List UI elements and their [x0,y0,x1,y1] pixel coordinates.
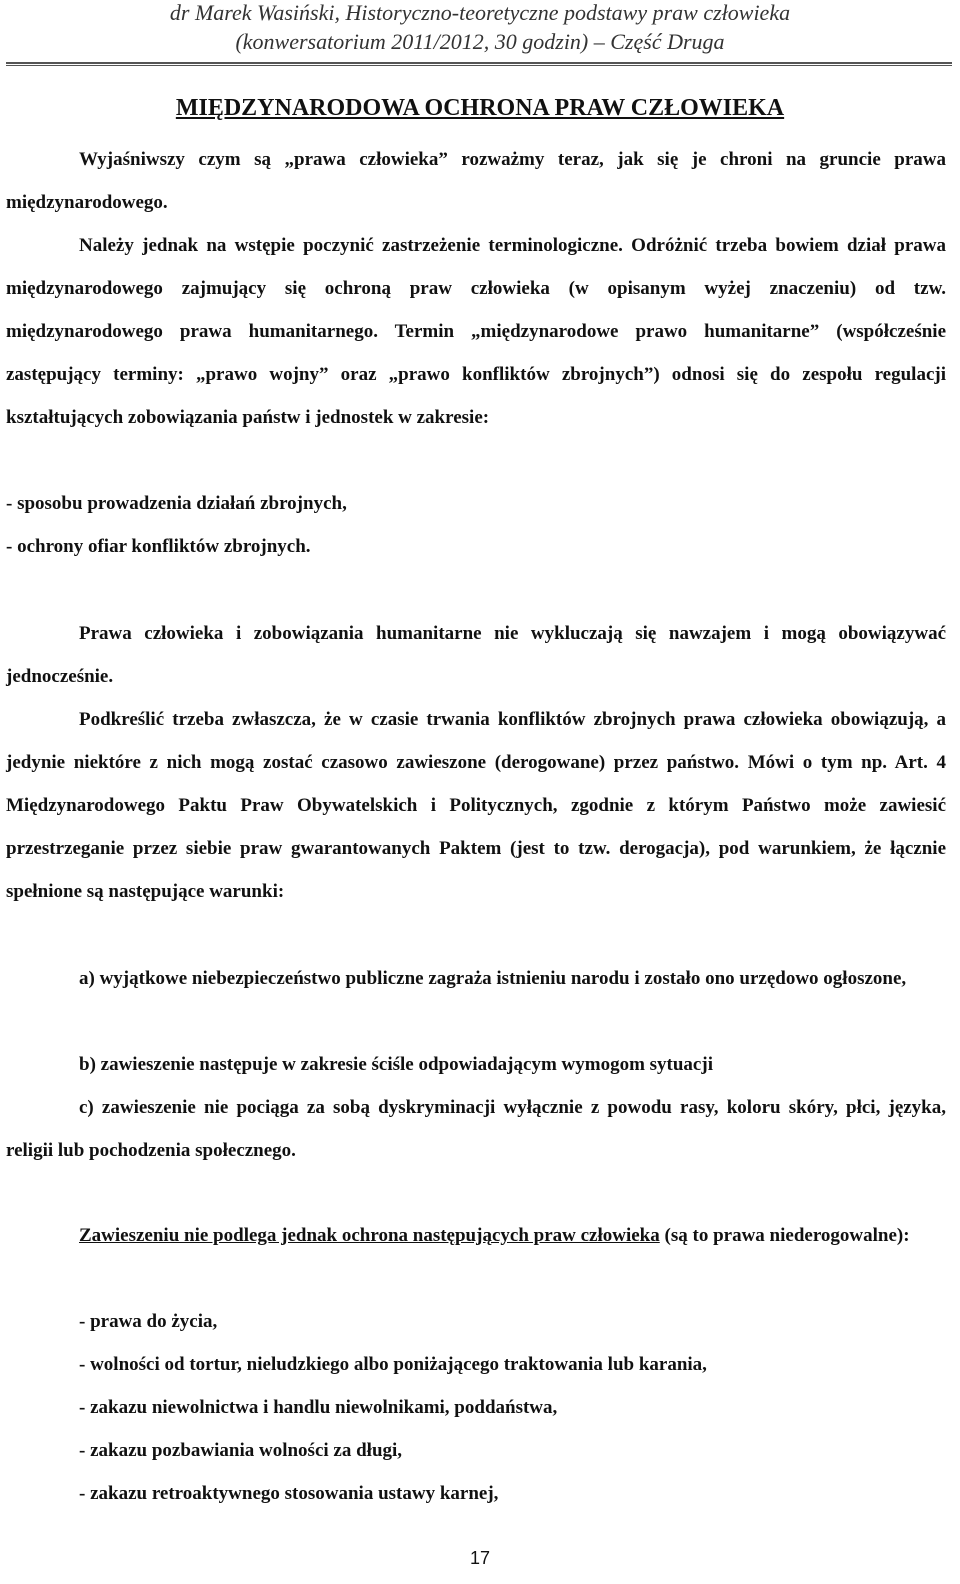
condition-a: a) wyjątkowe niebezpieczeństwo publiczne zagraża istnieniu narodu i zostało ono urzędowo ogłoszone, [79,968,907,989]
list-item: - ochrony ofiar konfliktów zbrojnych. [6,536,311,557]
list-item: - wolności od tortur, nieludzkiego albo poniżającego traktowania lub karania, [79,1354,707,1375]
list-item: - prawa do życia, [79,1311,218,1332]
underlined-phrase: Zawieszeniu nie podlega jednak ochrona następujących praw człowieka [79,1225,660,1246]
condition-c: c) zawieszenie nie pociąga za sobą dyskryminacji wyłącznie z powodu rasy, koloru skóry, płci, języka, religii lub pochodzenia społecznego. [6,1097,946,1161]
paragraph-derogation: Podkreślić trzeba zwłaszcza, że w czasie trwania konfliktów zbrojnych prawa człowieka obowiązują, a jedynie niektóre z nich mogą zostać czasowo zawieszone (derogowane) przez państwo. Mówi o tym np. Art. 4 Międzynarodowego Paktu Praw Obywatelskich i Politycznych, zgodnie z którym Państwo może zawiesić przestrzeganie przez siebie praw gwarantowanych Paktem (jest to tzw. derogacja), pod warunkiem, że łącznie spełnione są następujące warunki: [6,709,946,902]
paragraph-non-derogable [6,1214,946,1257]
condition-b: b) zawieszenie następuje w zakresie ściśle odpowiadającym wymogom sytuacji [79,1054,713,1075]
paragraph-intro: Wyjaśniwszy czym są „prawa człowieka” rozważmy teraz, jak się je chroni na gruncie prawa międzynarodowego. [6,149,946,213]
list-item: - zakazu niewolnictwa i handlu niewolnikami, poddaństwa, [79,1397,558,1418]
paragraph-compatibility: Prawa człowieka i zobowiązania humanitarne nie wykluczają się nawzajem i mogą obowiązywać jednocześnie. [6,623,946,687]
list-item: - zakazu pozbawiania wolności za długi, [79,1440,403,1461]
paragraph-terminology: Należy jednak na wstępie poczynić zastrzeżenie terminologiczne. Odróżnić trzeba bowiem dział prawa międzynarodowego zajmujący się ochroną praw człowieka (w opisanym wyżej znaczeniu) od tzw. międzynarodowego prawa humanitarnego. Termin „międzynarodowe prawo humanitarne” (współcześnie zastępujący terminy: „prawo wojny” oraz „prawo konfliktów zbrojnych”) odnosi się do zespołu regulacji kształtujących zobowiązania państw i jednostek w zakresie: [6,235,946,428]
list-item: - sposobu prowadzenia działań zbrojnych, [6,493,347,514]
page-title: MIĘDZYNARODOWA OCHRONA PRAW CZŁOWIEKA [175,95,785,121]
header-rule [6,62,952,66]
page-number: 17 [469,1548,491,1568]
paragraph-rest: (są to prawa niederogowalne): [659,1225,910,1246]
header-line-2: (konwersatorium 2011/2012, 30 godzin) – Część Druga [235,29,725,54]
list-item: - zakazu retroaktywnego stosowania ustawy karnej, [79,1483,499,1504]
header-line-1: dr Marek Wasiński, Historyczno-teoretyczne podstawy praw człowieka [169,0,791,25]
